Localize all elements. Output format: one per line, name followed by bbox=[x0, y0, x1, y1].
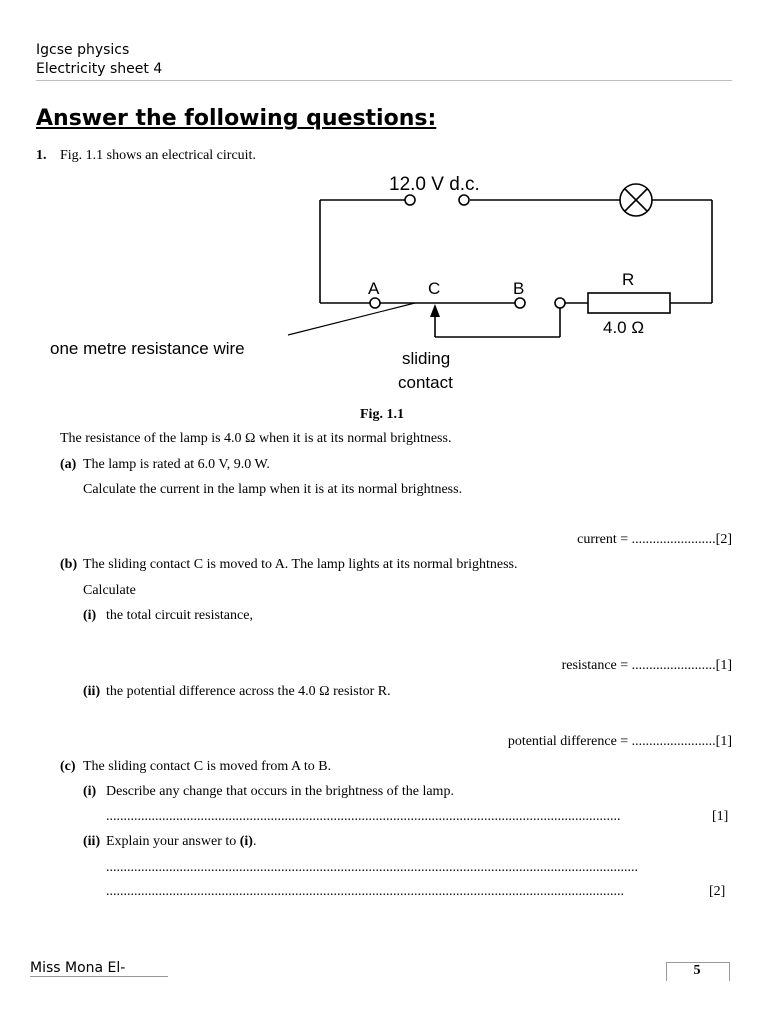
sliding-label-2: contact bbox=[398, 373, 453, 392]
terminal-resistor bbox=[555, 298, 565, 308]
part-c-ii-text: Explain your answer to (i). bbox=[106, 834, 257, 849]
header-sheet: Electricity sheet 4 bbox=[36, 61, 163, 77]
answer-line-brightness[interactable]: ................................................................................................................................................... bbox=[106, 809, 621, 824]
footer-divider bbox=[30, 976, 168, 977]
answer-line-explain-2[interactable]: .................................................................................................................................................... bbox=[106, 884, 624, 899]
header-divider bbox=[36, 80, 732, 81]
part-b-calculate: Calculate bbox=[83, 583, 136, 598]
part-b-ii-marker: (ii) bbox=[83, 684, 101, 699]
supply-label: 12.0 V d.c. bbox=[389, 174, 480, 195]
part-b-i-text: the total circuit resistance, bbox=[106, 608, 253, 623]
circuit-diagram bbox=[0, 165, 768, 400]
part-c-i-marker: (i) bbox=[83, 784, 97, 799]
question-number: 1. bbox=[36, 148, 47, 163]
page-number: 5 bbox=[693, 963, 701, 978]
part-a-text: The lamp is rated at 6.0 V, 9.0 W. bbox=[83, 457, 270, 472]
resistor-r bbox=[588, 293, 670, 313]
footer-author: Miss Mona El- bbox=[30, 960, 126, 976]
label-a: A bbox=[368, 279, 380, 298]
figure-caption: Fig. 1.1 bbox=[360, 407, 404, 422]
label-b: B bbox=[513, 279, 525, 298]
wire-label-pointer bbox=[288, 303, 415, 335]
part-a-instruction: Calculate the current in the lamp when it is at its normal brightness. bbox=[83, 482, 463, 497]
part-b-i-marker: (i) bbox=[83, 608, 97, 623]
mark-c-i: [1] bbox=[712, 809, 729, 824]
question-intro: Fig. 1.1 shows an electrical circuit. bbox=[60, 148, 256, 163]
page-title: Answer the following questions: bbox=[36, 106, 437, 131]
question-stem: The resistance of the lamp is 4.0 Ω when it is at its normal brightness. bbox=[60, 431, 452, 446]
part-a-marker: (a) bbox=[60, 457, 77, 472]
part-b-ii-text: the potential difference across the 4.0 Ω resistor R. bbox=[106, 684, 391, 699]
part-c-i-text: Describe any change that occurs in the brightness of the lamp. bbox=[106, 784, 454, 799]
wire-label: one metre resistance wire bbox=[50, 339, 245, 358]
part-b-marker: (b) bbox=[60, 557, 78, 572]
label-r: R bbox=[622, 270, 635, 289]
sliding-label-1: sliding bbox=[402, 349, 451, 368]
resistor-value: 4.0 Ω bbox=[603, 318, 645, 337]
supply-terminal-right bbox=[459, 195, 469, 205]
part-c-text: The sliding contact C is moved from A to B. bbox=[83, 759, 332, 774]
sliding-contact-arrow bbox=[430, 304, 440, 317]
answer-line-pd[interactable]: potential difference = ........................[1] bbox=[507, 734, 732, 749]
answer-line-explain-1[interactable]: ........................................................................................................................................................ bbox=[106, 860, 638, 875]
header-course: Igcse physics bbox=[36, 42, 130, 58]
label-c: C bbox=[428, 279, 441, 298]
supply-terminal-left bbox=[405, 195, 415, 205]
part-c-marker: (c) bbox=[60, 759, 76, 774]
mark-c-ii: [2] bbox=[709, 884, 726, 899]
part-c-ii-marker: (ii) bbox=[83, 834, 101, 849]
terminal-b bbox=[515, 298, 525, 308]
terminal-a bbox=[370, 298, 380, 308]
part-b-text: The sliding contact C is moved to A. The lamp lights at its normal brightness. bbox=[83, 557, 518, 572]
answer-line-resistance[interactable]: resistance = ........................[1] bbox=[561, 658, 732, 673]
answer-line-current[interactable]: current = ........................[2] bbox=[577, 532, 732, 547]
